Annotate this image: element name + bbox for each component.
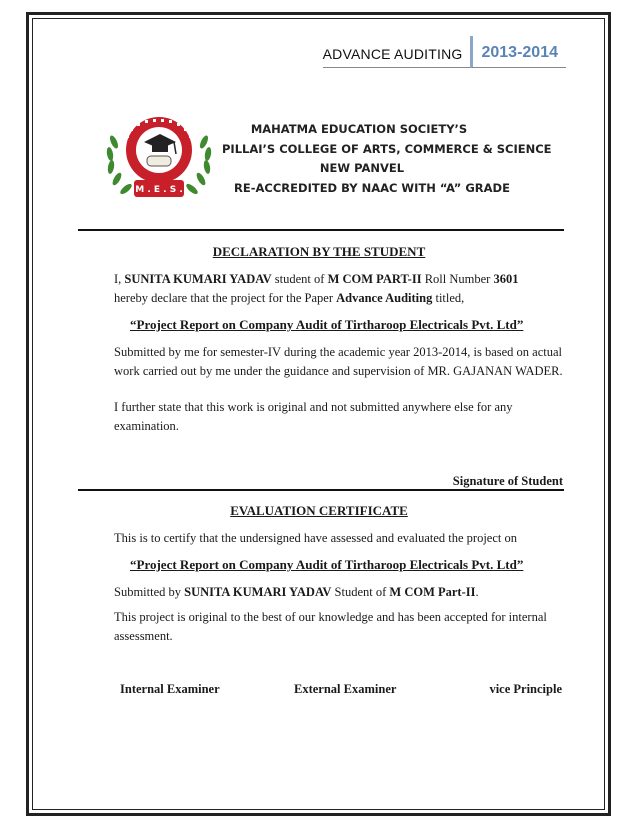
evaluation-title: EVALUATION CERTIFICATE bbox=[230, 503, 408, 518]
course-name: M COM PART-II bbox=[327, 272, 422, 286]
header-year: 2013-2014 bbox=[470, 36, 566, 68]
declaration-title: DECLARATION BY THE STUDENT bbox=[212, 244, 426, 259]
college-society-line: MAHATMA EDUCATION SOCIETY’S bbox=[250, 122, 468, 136]
evaluation-submitted-text: Submitted by SUNITA KUMARI YADAV Student of M COM Part-II. bbox=[114, 585, 479, 599]
student-signature-label: Signature of Student bbox=[452, 474, 563, 488]
course-name: M COM Part-II bbox=[389, 585, 476, 599]
evaluation-project-title: “Project Report on Company Audit of Tirtharoop Electricals Pvt. Ltd” bbox=[130, 557, 524, 572]
paper-name: Advance Auditing bbox=[336, 291, 433, 305]
external-examiner-label: External Examiner bbox=[294, 682, 397, 696]
declaration-project-title: “Project Report on Company Audit of Tirtharoop Electricals Pvt. Ltd” bbox=[130, 317, 524, 332]
college-name-block bbox=[222, 120, 552, 198]
internal-examiner-label: Internal Examiner bbox=[120, 682, 220, 696]
college-location-line: NEW PANVEL bbox=[319, 161, 405, 175]
header-title: ADVANCE AUDITING bbox=[323, 36, 471, 68]
page-header bbox=[323, 36, 566, 68]
roll-number: 3601 bbox=[493, 272, 519, 286]
logo-badge-text: M . E . S . bbox=[135, 185, 183, 195]
declaration-original-text: I further state that this work is original and not submitted anywhere else for any examination. bbox=[114, 400, 513, 433]
evaluation-certify-text: This is to certify that the undersigned have assessed and evaluated the project on bbox=[114, 531, 517, 545]
college-name-line: PILLAI’S COLLEGE OF ARTS, COMMERCE & SCIENCE bbox=[222, 141, 552, 156]
vice-principal-label: vice Principle bbox=[489, 682, 562, 696]
college-accreditation-line: RE-ACCREDITED BY NAAC WITH “A” GRADE bbox=[234, 180, 510, 195]
declaration-submitted-text: Submitted by me for semester-IV during the academic year 2013-2014, is based on actual work carried out by me under the guidance and supervision of MR. GAJANAN WADER. bbox=[114, 345, 563, 378]
evaluation-original-text: This project is original to the best of our knowledge and has been accepted for internal assessment. bbox=[114, 610, 547, 643]
student-name: SUNITA KUMARI YADAV bbox=[124, 272, 272, 286]
divider-rule bbox=[78, 229, 564, 231]
student-name: SUNITA KUMARI YADAV bbox=[184, 585, 332, 599]
declaration-intro: I, SUNITA KUMARI YADAV student of M COM PART-II Roll Number 3601 hereby declare that the project for the Paper Advance Auditing titled, bbox=[114, 272, 519, 305]
divider-rule bbox=[78, 489, 564, 491]
